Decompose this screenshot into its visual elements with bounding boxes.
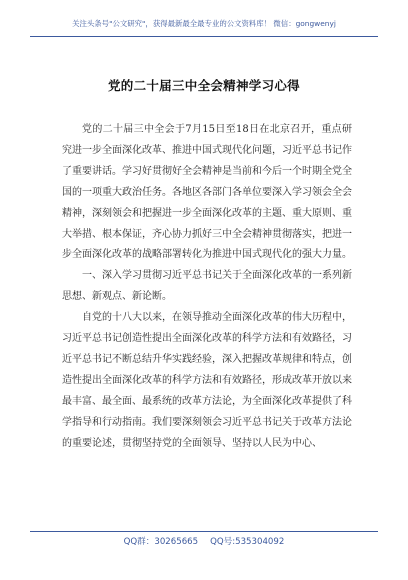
footer (0, 535, 408, 547)
footer-divider (30, 531, 378, 532)
document-title: 党的二十届三中全会精神学习心得 (107, 78, 300, 93)
document-body (62, 120, 352, 455)
paragraph-intro: 党的二十届三中全会于7月15日至18日在北京召开，重点研究进一步全面深化改革、推进中国式现代化问题，习近平总书记作了重要讲话。学习好贯彻好全会精神是当前和今后一个时期全党全国的一项重大政治任务。各地区各部门各单位要深入学习领会全会精神，深刻领会和把握进一步全面深化改革的主题、重大原则、重大举措、根本保证，齐心协力抓好三中全会精神贯彻落实，把进一步全面深化改革的战略部署转化为推进中国式现代化的强大力量。 (62, 124, 352, 261)
footer-qq-group: QQ群：30265665 (123, 537, 199, 547)
header-divider (30, 36, 378, 37)
paragraph-section-heading: 一、深入学习贯彻习近平总书记关于全面深化改革的一系列新思想、新观点、新论断。 (62, 270, 352, 303)
header-banner: 关注头条号"公文研究"，获得最新最全最专业的公文资料库！ 微信：gongwenyj (72, 19, 336, 28)
footer-qq-number: QQ号:535304092 (210, 537, 285, 547)
paragraph-body: 自党的十八大以来，在领导推动全面深化改革的伟大历程中，习近平总书记创造性提出全面深化改革的科学方法和有效路径，习近平总书记不断总结升华实践经验，深入把握改革规律和特点，创造性提出全面深化改革的科学方法和有效路径，形成改革开放以来最丰富、最全面、最系统的改革方法论，为全面深化改革提供了科学指导和行动指南。我们要深刻领会习近平总书记关于改革方法论的重要论述，贯彻坚持党的全面领导、坚持以人民为中心、 (62, 312, 352, 449)
